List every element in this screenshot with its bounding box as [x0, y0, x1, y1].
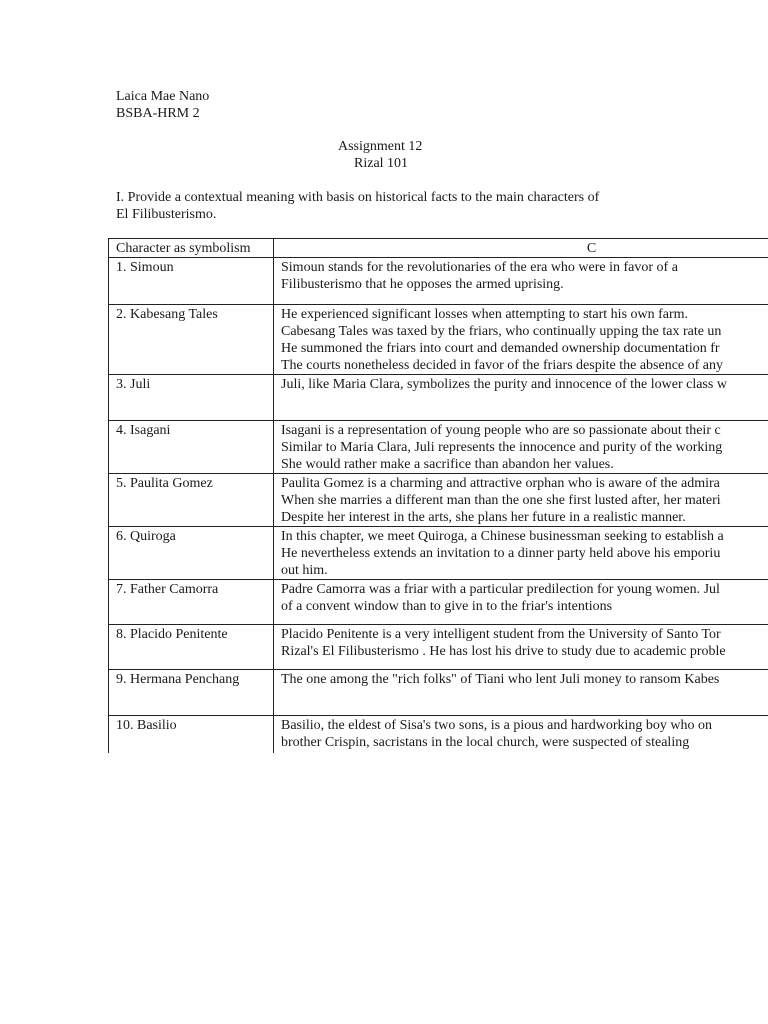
character-cell: 3. Juli — [109, 375, 274, 421]
meaning-cell: Juli, like Maria Clara, symbolizes the purity and innocence of the lower class w — [274, 375, 768, 421]
instruction-line-1: I. Provide a contextual meaning with basis on historical facts to the main characters of — [116, 190, 600, 205]
meaning-cell: Placido Penitente is a very intelligent student from the University of Santo Tor Rizal's El Filibusterismo . He has lost his drive to study due to academic proble — [274, 625, 768, 670]
table-header-row — [109, 239, 768, 258]
meaning-cell: Paulita Gomez is a charming and attractive orphan who is aware of the admira When she marries a different man than the one she first lusted after, her materi Despite her interest in the arts, she plans her future in a realistic manner. — [274, 474, 768, 527]
course-section: BSBA-HRM 2 — [116, 106, 200, 121]
table-row — [109, 580, 768, 625]
instruction-line-2: El Filibusterismo. — [116, 207, 217, 222]
meaning-cell: The one among the "rich folks" of Tiani who lent Juli money to ransom Kabes — [274, 670, 768, 716]
character-cell: 7. Father Camorra — [109, 580, 274, 625]
student-name: Laica Mae Nano — [116, 89, 210, 104]
meaning-cell: Simoun stands for the revolutionaries of the era who were in favor of a Filibusterismo that he opposes the armed uprising. — [274, 258, 768, 305]
character-cell: 8. Placido Penitente — [109, 625, 274, 670]
header-character: Character as symbolism — [109, 239, 274, 258]
table-row — [109, 258, 768, 305]
character-cell: 5. Paulita Gomez — [109, 474, 274, 527]
table-row — [109, 625, 768, 670]
assignment-title: Assignment 12 — [338, 139, 423, 154]
character-table-wrapper — [108, 238, 768, 753]
meaning-cell: Basilio, the eldest of Sisa's two sons, is a pious and hardworking boy who on brother Crispin, sacristans in the local church, were suspected of stealing — [274, 716, 768, 754]
table-row — [109, 375, 768, 421]
character-cell: 9. Hermana Penchang — [109, 670, 274, 716]
character-cell: 4. Isagani — [109, 421, 274, 474]
table-row — [109, 305, 768, 375]
meaning-cell: He experienced significant losses when attempting to start his own farm. Cabesang Tales was taxed by the friars, who continually upping the tax rate un He summoned the friars into court and demanded ownership documentation fr The courts nonetheless decided in favor of the friars despite the absence of any — [274, 305, 768, 375]
table-row — [109, 474, 768, 527]
character-cell: 2. Kabesang Tales — [109, 305, 274, 375]
meaning-cell: In this chapter, we meet Quiroga, a Chinese businessman seeking to establish a He nevertheless extends an invitation to a dinner party held above his emporiu out him. — [274, 527, 768, 580]
meaning-cell: Isagani is a representation of young people who are so passionate about their c Similar to Maria Clara, Juli represents the innocence and purity of the working She would rather make a sacrifice than abandon her values. — [274, 421, 768, 474]
character-cell: 6. Quiroga — [109, 527, 274, 580]
meaning-cell: Padre Camorra was a friar with a particular predilection for young women. Jul of a convent window than to give in to the friar's intentions — [274, 580, 768, 625]
table-row — [109, 421, 768, 474]
subject-title: Rizal 101 — [354, 156, 409, 171]
table-row — [109, 670, 768, 716]
character-table — [108, 238, 768, 753]
character-cell: 1. Simoun — [109, 258, 274, 305]
table-row — [109, 527, 768, 580]
character-cell: 10. Basilio — [109, 716, 274, 754]
table-row — [109, 716, 768, 754]
header-meaning: C — [274, 239, 768, 258]
